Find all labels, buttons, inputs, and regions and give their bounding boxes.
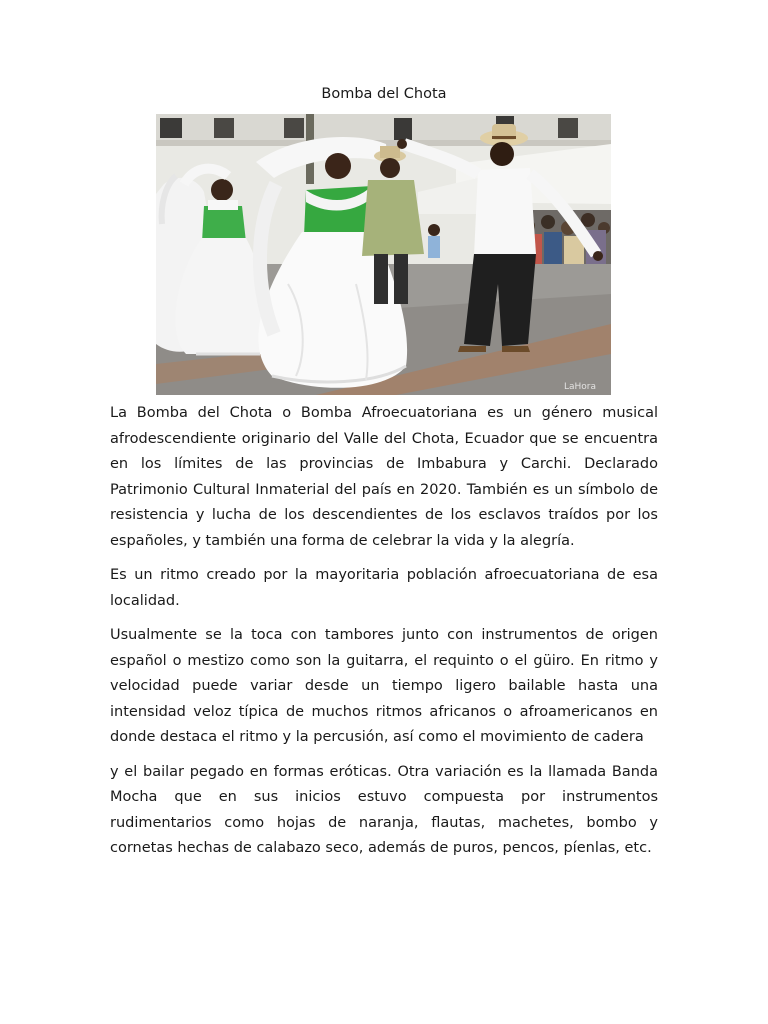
photo-watermark: LaHora xyxy=(564,382,597,392)
body-text xyxy=(110,401,658,862)
paragraph: Es un ritmo creado por la mayoritaria población afroecuatoriana de esa localidad. xyxy=(110,567,658,609)
paragraph: Usualmente se la toca con tambores junto con instrumentos de origen español o mestizo como son la guitarra, el requinto o el güiro. En ritmo y velocidad puede variar desde un tiempo ligero bailable hasta una intensidad veloz típica de muchos ritmos africanos o afroamericanos en donde destaca el ritmo y la percusión, así como el movimiento de cadera xyxy=(110,627,658,745)
paragraph: y el bailar pegado en formas eróticas. Otra variación es la llamada Banda Mocha que en sus inicios estuvo compuesta por instrumentos rudimentarios como hojas de naranja, flautas, machetes, bombo y cornetas hechas de calabazo seco, además de puros, pencos, píenlas, etc. xyxy=(110,763,658,856)
dancers-photo xyxy=(156,114,611,395)
document-title: Bomba del Chota xyxy=(321,86,447,102)
paragraph: La Bomba del Chota o Bomba Afroecuatoriana es un género musical afrodescendiente originario del Valle del Chota, Ecuador que se encuentra en los límites de las provincias de Imbabura y Carchi. Declarado Patrimonio Cultural Inmaterial del país en 2020. También es un símbolo de resistencia y lucha de los descendientes de los esclavos traídos por los españoles, y también una forma de celebrar la vida y la alegría. xyxy=(110,405,658,549)
